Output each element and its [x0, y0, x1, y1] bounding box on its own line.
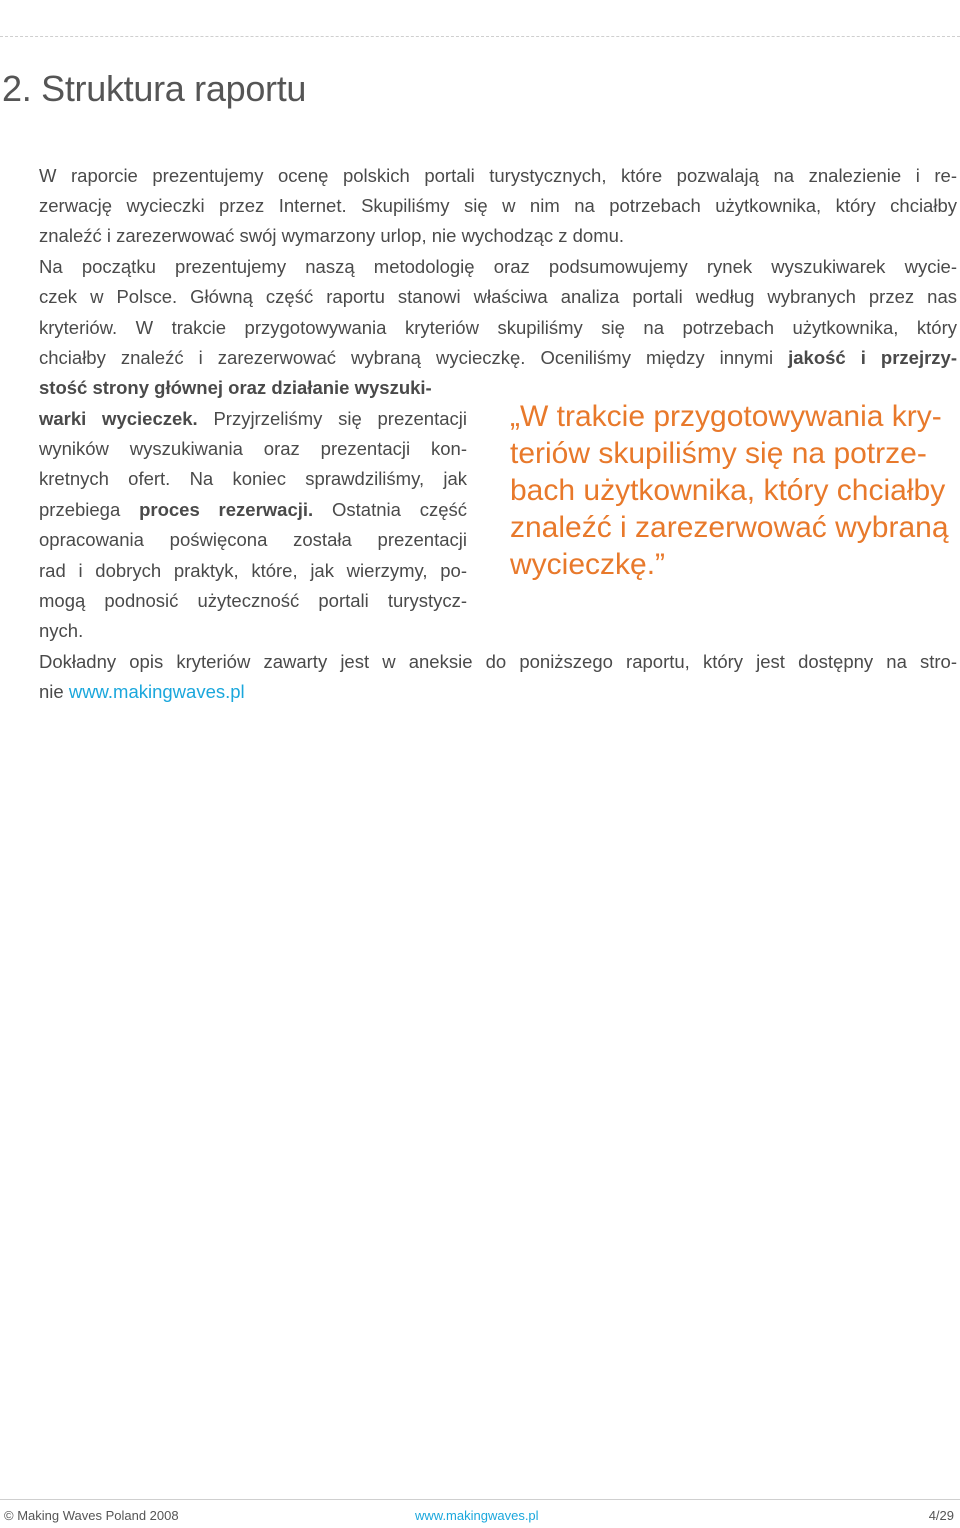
footer-website-link[interactable]: www.makingwaves.pl — [415, 1508, 539, 1523]
quote-line: „W trakcie przygotowywania kry- — [510, 400, 942, 433]
body-text-span: nie — [39, 681, 69, 702]
highlight-text: jakość i przejrzy- — [788, 347, 957, 368]
section-heading: 2. Struktura raportu — [2, 68, 307, 109]
body-text-span: Ostatnia część — [313, 499, 468, 520]
body-line: wyników wyszukiwania oraz prezentacji kon- — [39, 438, 467, 459]
body-line: nych. — [39, 620, 84, 641]
quote-line: znaleźć i zarezerwować wybraną — [510, 511, 949, 544]
body-line: czek w Polsce. Główną część raportu stanowi właściwa analiza portali według wybranych przez nas — [39, 286, 957, 307]
footer-divider — [0, 1499, 960, 1500]
body-line: Dokładny opis kryteriów zawarty jest w aneksie do poniższego raportu, który jest dostępny na stro- — [39, 651, 957, 672]
page-number: 4/29 — [928, 1508, 954, 1523]
body-line: opracowania poświęcona została prezentacji — [39, 529, 467, 550]
body-line — [39, 404, 467, 434]
body-text-span: Przyjrzeliśmy się prezentacji — [197, 408, 467, 429]
body-line: rad i dobrych praktyk, które, jak wierzymy, po- — [39, 560, 467, 581]
body-line: znaleźć i zarezerwować swój wymarzony urlop, nie wychodząc z domu. — [39, 225, 625, 246]
body-line: kretnych ofert. Na koniec sprawdziliśmy, jak — [39, 468, 467, 489]
body-text-span: chciałby znaleźć i zarezerwować wybraną wycieczkę. Oceniliśmy między innymi — [39, 347, 789, 368]
highlight-text: stość strony głównej oraz działanie wyszuki- — [39, 377, 432, 398]
body-line: W raporcie prezentujemy ocenę polskich portali turystycznych, które pozwalają na znalezienie i re- — [39, 165, 957, 186]
body-line — [39, 373, 467, 403]
quote-line: wycieczkę.” — [510, 548, 666, 581]
top-divider — [0, 36, 960, 37]
highlight-text: warki wycieczek. — [39, 408, 198, 429]
body-line: Na początku prezentujemy naszą metodologię oraz podsumowujemy rynek wyszukiwarek wycie- — [39, 256, 957, 277]
footer-copyright: © Making Waves Poland 2008 — [4, 1508, 179, 1523]
body-line — [39, 343, 957, 373]
quote-line: teriów skupiliśmy się na potrze- — [510, 437, 927, 470]
body-line — [39, 677, 245, 707]
highlight-text: proces rezerwacji. — [139, 499, 314, 520]
quote-line: bach użytkownika, który chciałby — [510, 474, 946, 507]
body-line: zerwację wycieczki przez Internet. Skupiliśmy się w nim na potrzebach użytkownika, który chciałby — [39, 195, 957, 216]
body-text-span: przebiega — [39, 499, 140, 520]
body-line — [39, 495, 467, 525]
body-line: kryteriów. W trakcie przygotowywania kryteriów skupiliśmy się na potrzebach użytkownika, który — [39, 317, 957, 338]
website-link[interactable]: www.makingwaves.pl — [68, 681, 245, 702]
pull-quote — [510, 398, 950, 583]
body-line: mogą podnosić użyteczność portali turystycz- — [39, 590, 467, 611]
